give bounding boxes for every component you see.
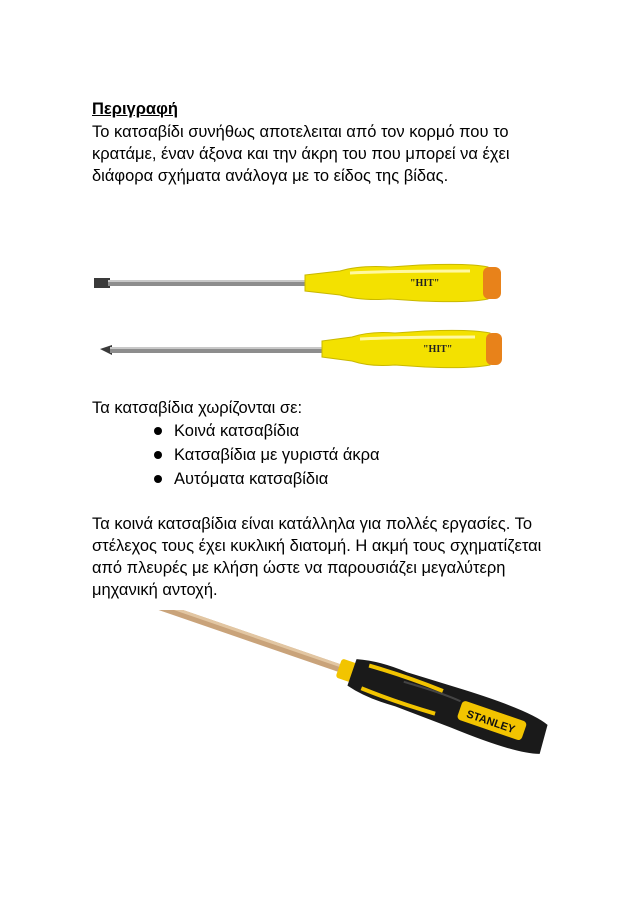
phillips-screwdriver [100, 330, 502, 367]
bullet-icon [154, 451, 162, 459]
bullet-icon [154, 475, 162, 483]
list-item: Αυτόματα κατσαβίδια [158, 467, 380, 491]
common-screwdriver-paragraph: Τα κοινά κατσαβίδια είναι κατάλληλα για πολλές εργασίες. Το στέλεχος τους έχει κυκλική διατομή. Η ακμή τους σχηματίζεται από πλευρές με κλήση ώστε να παρουσιάζει μεγαλύτερη μηχανική αντοχή. [92, 515, 542, 599]
flat-screwdriver [94, 264, 501, 301]
list-item: Κοινά κατσαβίδια [158, 419, 380, 443]
brand-label: STANLEY [464, 708, 517, 737]
list-item: Κατσαβίδια με γυριστά άκρα [158, 443, 380, 467]
brand-label-bottom: "HIT" [423, 344, 453, 355]
yellow-screwdrivers-photo [90, 245, 510, 375]
types-list [158, 419, 380, 491]
types-lead: Τα κατσαβίδια χωρίζονται σε: [92, 399, 303, 417]
intro-paragraph: Το κατσαβίδι συνήθως αποτελειται από τον κορμό που το κρατάμε, έναν άξονα και την άκρη του που μπορεί να έχει διάφορα σχήματα ανάλογα με το είδος της βίδας. [92, 123, 510, 185]
bullet-icon [154, 427, 162, 435]
brand-label-top: "HIT" [410, 278, 440, 289]
page-heading: Περιγραφή [92, 100, 178, 118]
stanley-screwdriver-photo [90, 610, 550, 810]
